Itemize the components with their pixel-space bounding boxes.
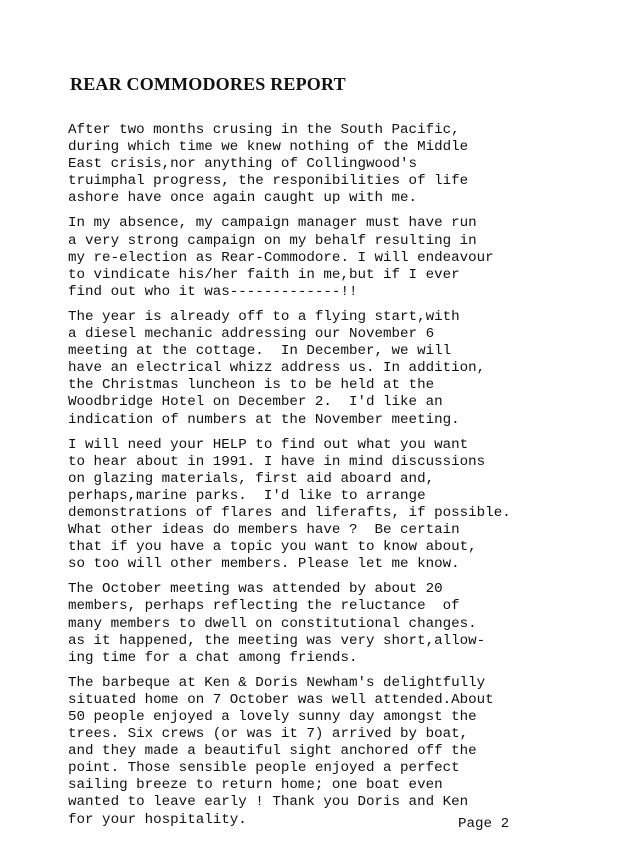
paragraph-re-election <box>68 215 616 300</box>
text-line: members, perhaps reflecting the reluctance of <box>68 598 460 615</box>
text-line: demonstrations of flares and liferafts, if possible. <box>68 504 511 521</box>
text-line: ing time for a chat among friends. <box>68 649 358 666</box>
text-line: The October meeting was attended by about 20 <box>68 581 443 598</box>
text-line: and they made a beautiful sight anchored off the <box>68 743 477 760</box>
text-line: truimphal progress, the responibilities of life <box>68 173 469 190</box>
text-line: a diesel mechanic addressing our November 6 <box>68 326 435 343</box>
text-line: sailing breeze to return home; one boat even <box>68 777 443 794</box>
text-line: perhaps,marine parks. I'd like to arrange <box>68 487 426 504</box>
text-line: situated home on 7 October was well attended.About <box>68 691 494 708</box>
text-line: point. Those sensible people enjoyed a perfect <box>68 760 460 777</box>
text-line: East crisis,nor anything of Collingwood's <box>68 156 418 173</box>
text-line: wanted to leave early ! Thank you Doris and Ken <box>68 794 469 811</box>
text-line: on glazing materials, first aid aboard and, <box>68 470 435 487</box>
text-line: that if you have a topic you want to know about, <box>68 539 477 556</box>
text-line: Woodbridge Hotel on December 2. I'd like an <box>68 394 443 411</box>
paragraph-upcoming-events <box>68 309 616 429</box>
text-line: to hear about in 1991. I have in mind discussions <box>68 453 486 470</box>
page-number: Page 2 <box>458 816 510 832</box>
text-line: 50 people enjoyed a lovely sunny day amongst the <box>68 709 477 725</box>
report-title: REAR COMMODORES REPORT <box>70 74 346 94</box>
text-line: After two months crusing in the South Pacific, <box>68 122 460 138</box>
text-line: my re-election as Rear-Commodore. I will endeavour <box>68 249 494 266</box>
text-line: In my absence, my campaign manager must have run <box>68 215 477 232</box>
text-line: The barbeque at Ken & Doris Newham's delightfully <box>68 674 486 691</box>
text-line: trees. Six crews (or was it 7) arrived by boat, <box>68 726 469 743</box>
text-line: during which time we knew nothing of the Middle <box>68 139 469 156</box>
text-line: meeting at the cottage. In December, we will <box>68 343 452 360</box>
text-line: as it happened, the meeting was very short,allow- <box>68 632 486 649</box>
text-line: find out who it was-------------!! <box>68 283 358 300</box>
report-body <box>68 122 616 837</box>
text-line: indication of numbers at the November meeting. <box>68 411 460 428</box>
text-line: the Christmas luncheon is to be held at the <box>68 377 435 394</box>
paragraph-topics-request <box>68 437 616 574</box>
paragraph-barbeque <box>68 675 616 829</box>
text-line: I will need your HELP to find out what you want <box>68 436 469 453</box>
text-line: many members to dwell on constitutional changes. <box>68 615 477 632</box>
text-line: a very strong campaign on my behalf resulting in <box>68 232 477 249</box>
text-line: so too will other members. Please let me know. <box>68 556 460 573</box>
text-line: The year is already off to a flying start,with <box>68 308 460 325</box>
paragraph-returning-home <box>68 122 616 207</box>
text-line: for your hospitality. <box>68 811 247 828</box>
text-line: to vindicate his/her faith in me,but if I ever <box>68 266 460 283</box>
paragraph-october-meeting <box>68 581 616 666</box>
text-line: have an electrical whizz address us. In addition, <box>68 360 486 377</box>
text-line: What other ideas do members have ? Be certain <box>68 522 460 539</box>
text-line: ashore have once again caught up with me. <box>68 190 418 207</box>
